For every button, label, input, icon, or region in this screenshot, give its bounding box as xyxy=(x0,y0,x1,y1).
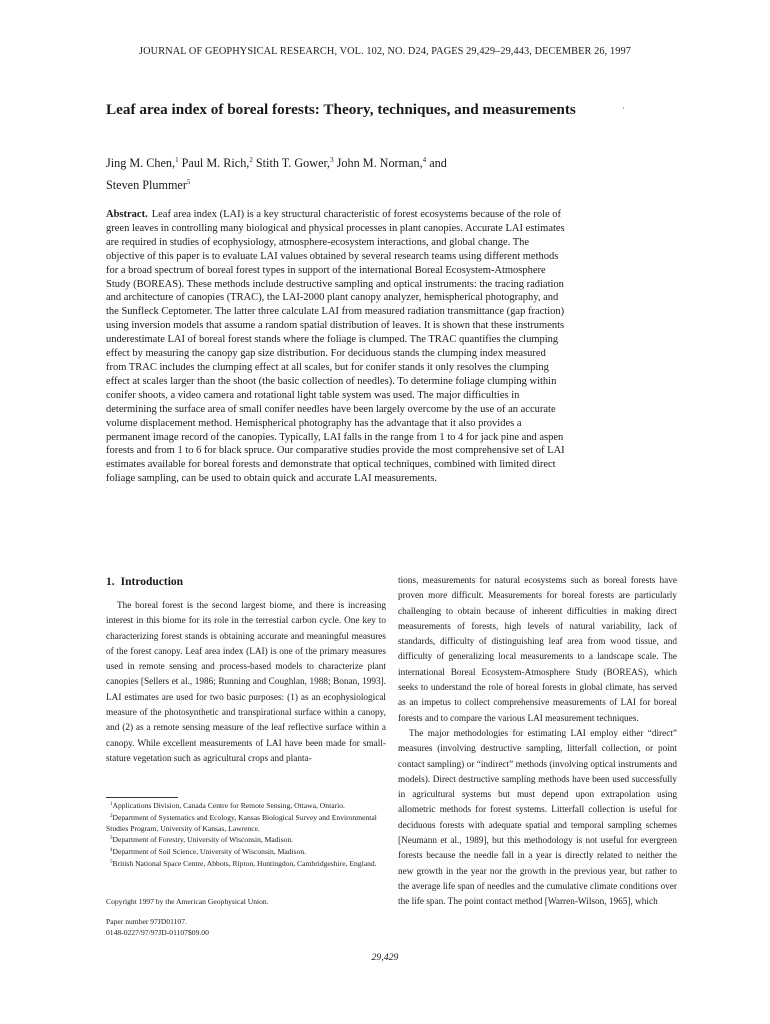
abstract-label: Abstract. xyxy=(106,209,148,220)
footnote-rule xyxy=(106,797,178,798)
author: John M. Norman, xyxy=(336,156,423,170)
affiliation-mark: 1 xyxy=(175,156,179,164)
footnote: $^3$Department of Forestry, University of Wisconsin, Madison. xyxy=(110,835,294,845)
author: Paul M. Rich, xyxy=(181,156,250,170)
footnote: $^2$Department of Systematics and Ecology, Kansas Biological Survey and Environmental Studies Program, University of Kansas, Lawrence. xyxy=(106,812,377,833)
copyright-notice: Copyright 1997 by the American Geophysical Union. xyxy=(106,897,269,906)
author-conjunction: and xyxy=(429,156,447,170)
section-number: 1. xyxy=(106,576,115,588)
affiliation-mark: 3 xyxy=(330,156,334,164)
abstract-text: Leaf area index (LAI) is a key structural characteristic of forest ecosystems because of the role of green leaves in controlling many biological and physical processes in plant canopies. Accurate LAI estimates are required in studies of ecophysiology, atmosphere-ecosystem interactions, and global change. The objective of this paper is to evaluate LAI values obtained by several research teams using different methods for a broad spectrum of boreal forest types in support of the international Boreal Ecosystem-Atmosphere Study (BOREAS). These methods include destructive sampling and optical instruments: the tracing radiation and architecture of canopies (TRAC), the LAI-2000 plant canopy analyzer, hemispherical photography, and the Sunfleck Ceptometer. The latter three calculate LAI from measured radiation transmittance (gap fraction) using inversion models that assume a random spatial distribution of leaves. It is shown that these instruments underestimate LAI of boreal forest stands where the foliage is clumped. The TRAC quantifies the clumping effect by measuring the canopy gap size distribution. For deciduous stands the clumping index measured from TRAC includes the clumping effect at all scales, but for conifer stands it only resolves the clumping effect at scales larger than the shoot (the basic collection of needles). To determine foliage clumping within conifer shoots, a video camera and rotational light table system was used. The major difficulties in determining the surface area of small conifer needles have been largely overcome by the use of an accurate volume displacement method. Hemispherical photography has the advantage that it also provides a permanent image record of the canopies. Typically, LAI falls in the range from 1 to 4 for jack pine and aspen forests and from 1 to 6 for black spruce. Our comparative studies provide the most comprehensive set of LAI estimates available for boreal forests and demonstrate that optical techniques, combined with limited direct foliage sampling, can be used to obtain quick and accurate LAI measurements. xyxy=(106,209,565,485)
affiliation-mark: 2 xyxy=(249,156,253,164)
paragraph: tions, measurements for natural ecosystems such as boreal forests have proven more difficult. Measurements for boreal forests are particularly challenging to obtain because of inherent difficulties in making direct measurements of forests, high levels of natural variability, lack of standards, difficulty of distinguishing leaf area from wood tissue, and difficulty of generalizing local measurements to a landscape scale. The international Boreal Ecosystem-Atmosphere Study (BOREAS), which seeks to understand the role of boreal forests in global climate, has served as an impetus to collect comprehensive measurements of LAI for boreal forests and to compare the various LAI measurement techniques. xyxy=(398,576,677,724)
section-title: Introduction xyxy=(120,576,184,588)
article-title: Leaf area index of boreal forests: Theory, techniques, and measurements xyxy=(106,101,576,118)
section-heading xyxy=(106,576,183,588)
author-list xyxy=(106,151,576,195)
footnote: $^5$British National Space Centre, Abbots, Ripton, Huntingdon, Cambridgeshire, England. xyxy=(110,858,377,868)
author: Stith T. Gower, xyxy=(255,156,331,170)
paragraph: The major methodologies for estimating LAI employ either “direct” measures (involving destructive sampling, litterfall collection, or point contact sampling) or “indirect” methods (involving optical instruments and models). Direct destructive sampling methods have been used successfully in agricultural systems but must depend upon extrapolation using allometric methods for forest systems. Litterfall collection is useful for deciduous forests with adequate spatial and temporal sampling schemes [Neumann et al., 1989], but this methodology is not useful for evergreen forests because the needle fall in a year is directly related to neither the new growth in the year nor the growth in the previous year, but rather to the average life span of needles and the cumulative climate conditions over the life span. The point contact method [Warren-Wilson, 1965], which xyxy=(398,728,677,908)
page-number: 29,429 xyxy=(371,952,399,963)
title-mark: · xyxy=(622,104,625,113)
right-column xyxy=(398,574,677,911)
footnote: $^1$Applications Division, Canada Centre for Remote Sensing, Ottawa, Ontario. xyxy=(110,801,345,810)
author: Steven Plummer xyxy=(106,178,187,192)
abstract xyxy=(106,208,566,486)
affiliation-mark: 5 xyxy=(186,178,191,186)
running-head: JOURNAL OF GEOPHYSICAL RESEARCH, VOL. 102, NO. D24, PAGES 29,429–29,443, DECEMBER 26, 1997 xyxy=(139,46,631,57)
affiliation-mark: 4 xyxy=(422,156,427,164)
issn-code: 0148-0227/97/97JD-01107$09.00 xyxy=(106,928,209,937)
paragraph: The boreal forest is the second largest biome, and there is increasing interest in this biome for its role in the terrestial carbon cycle. One key to characterizing forest stands is obtaining accurate and meaningful measures of the forest canopy. Leaf area index (LAI) is one of the primary measures used in remote sensing and process-based models to characterize plant canopies [Sellers et al., 1986; Running and Coughlan, 1988; Bonan, 1993]. LAI estimates are used for two basic purposes: (1) as an ecophysiological measure of the photosynthetic and transpirational surface within a canopy, and (2) as a remote sensing measure of the leaf reflective surface within a canopy. While excellent measurements of LAI have been made for small-stature vegetation such as agricultural crops and planta- xyxy=(106,601,386,764)
footnote: $^4$Department of Soil Science, University of Wisconsin, Madison. xyxy=(110,847,307,857)
author: Jing M. Chen, xyxy=(106,156,176,170)
paper-number: Paper number 97JD01107. xyxy=(106,917,187,926)
footnotes xyxy=(106,800,386,870)
left-column xyxy=(106,599,386,767)
